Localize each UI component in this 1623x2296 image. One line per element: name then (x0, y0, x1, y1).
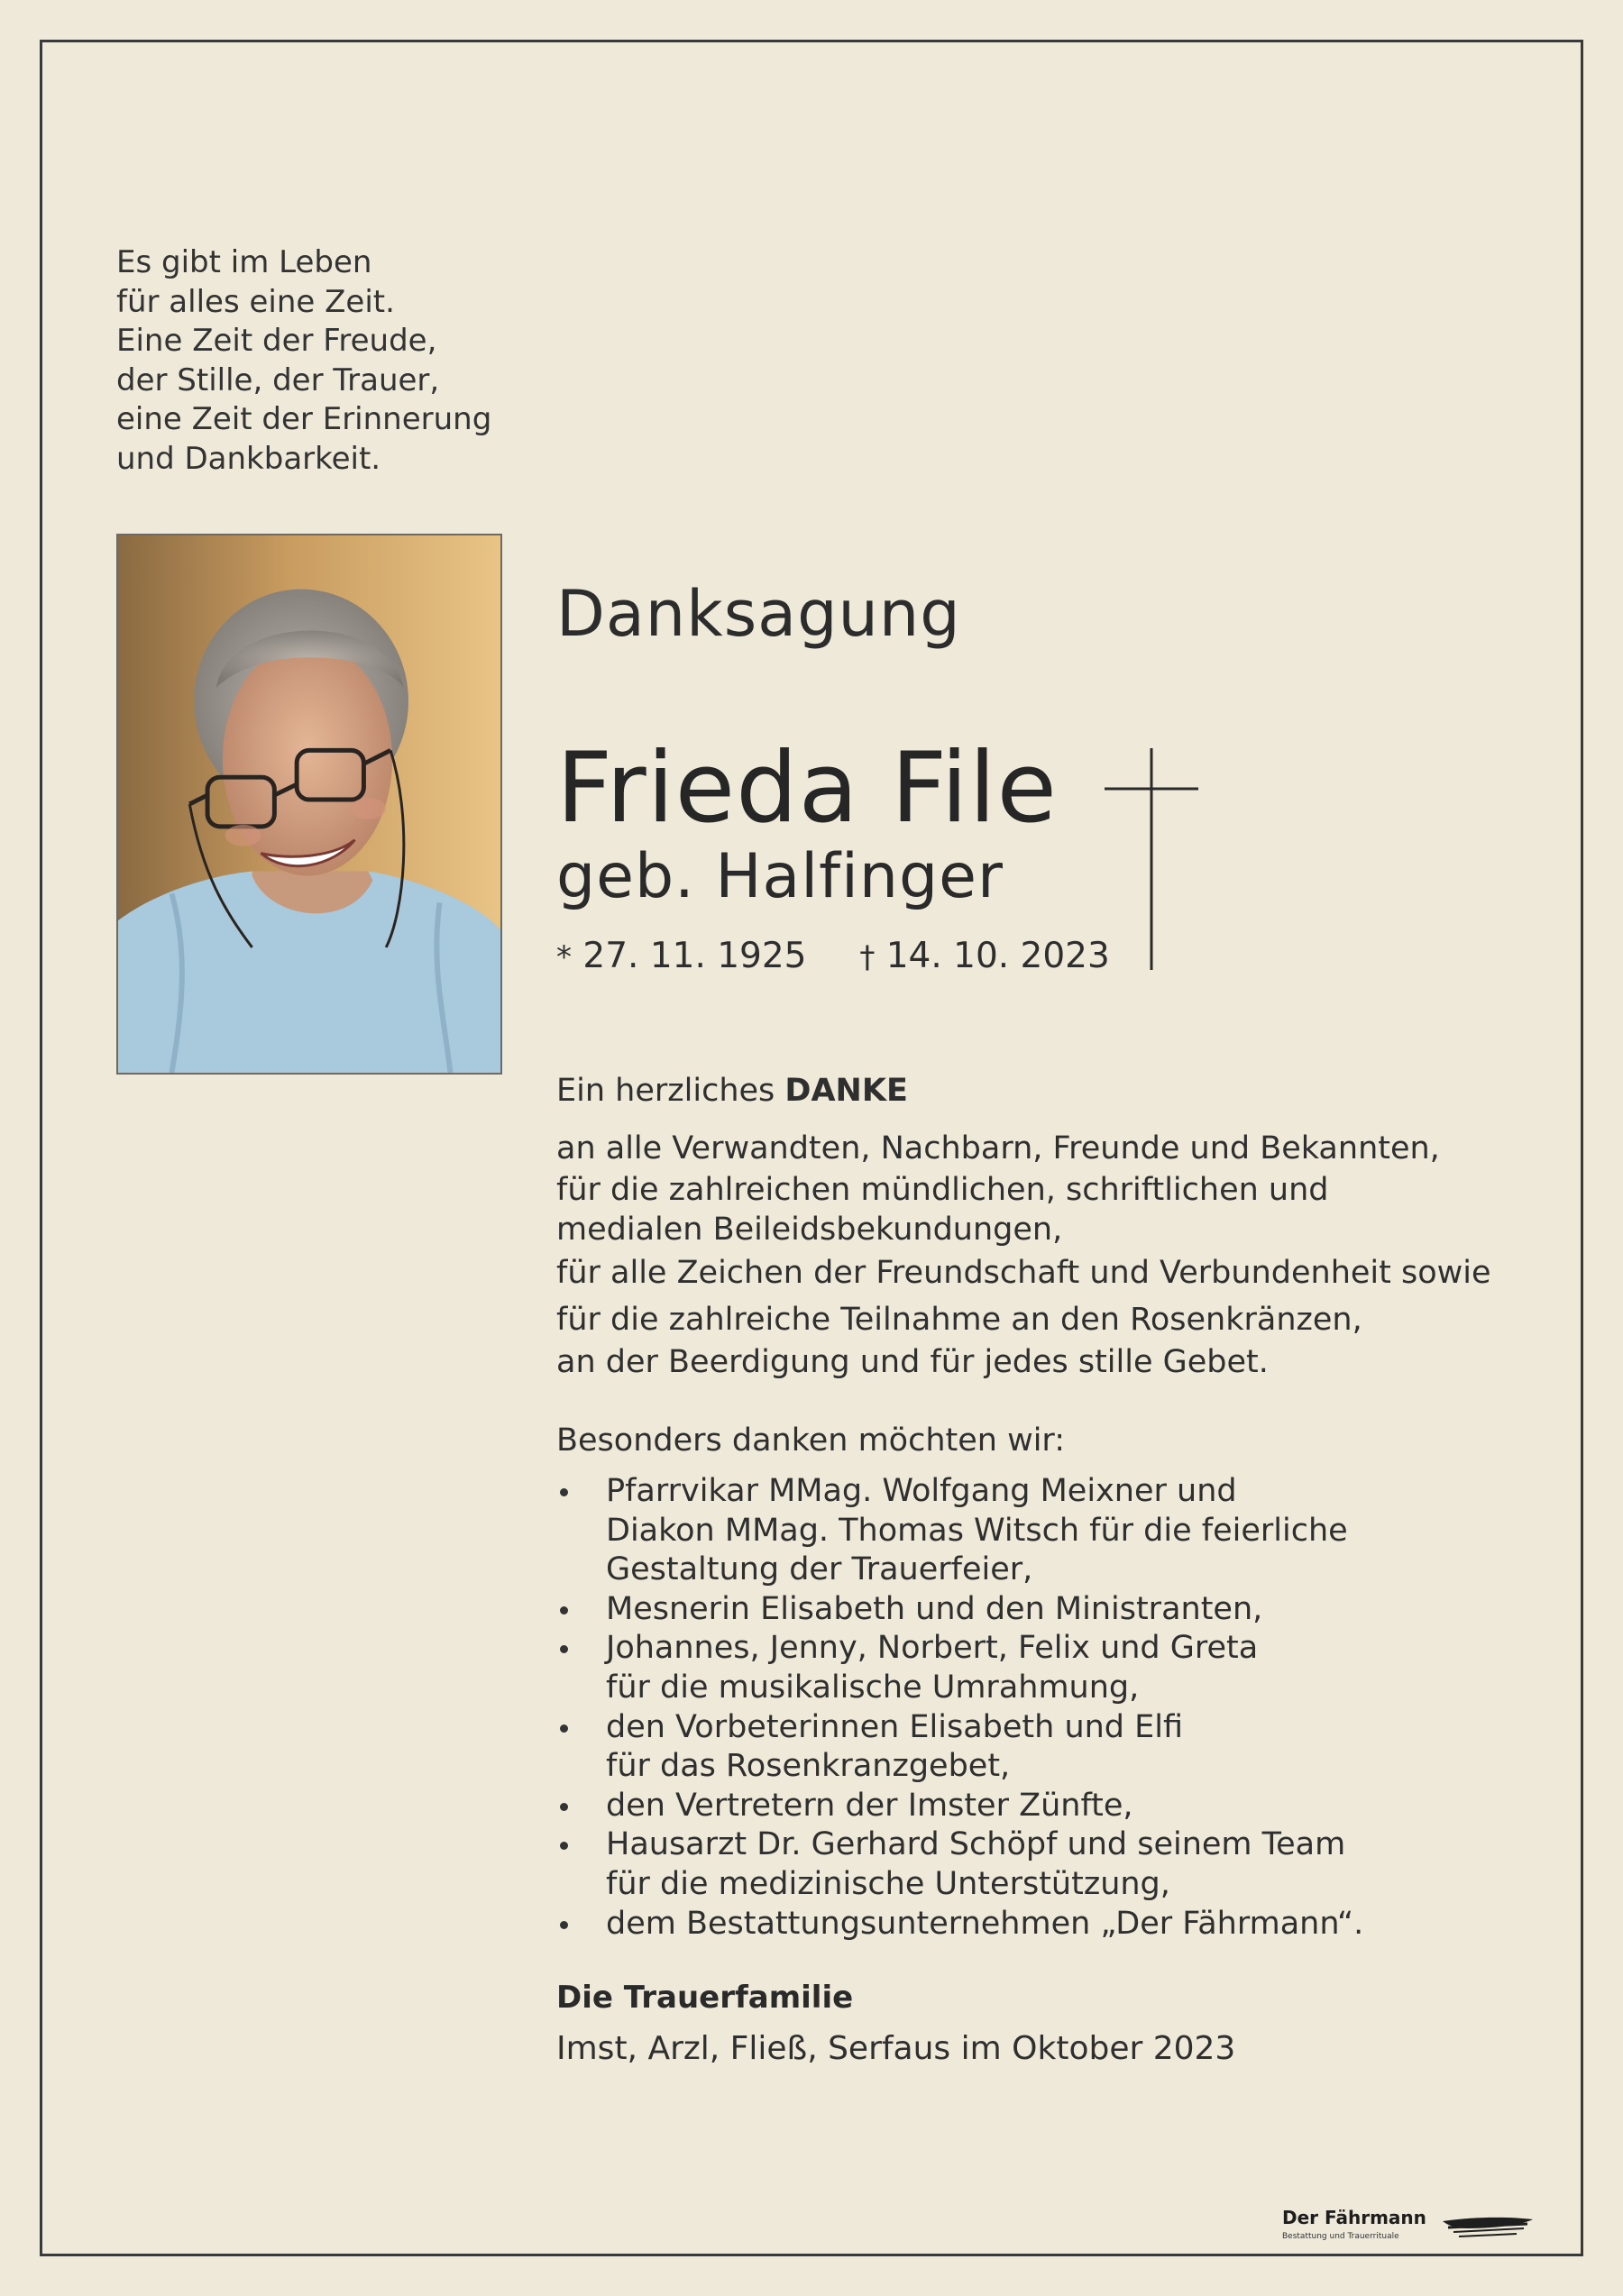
cross-icon (1105, 748, 1198, 970)
paragraph-line: für alle Zeichen der Freundschaft und Verbundenheit sowie (556, 1255, 1491, 1291)
list-item-line: für das Rosenkranzgebet, (606, 1748, 1011, 1785)
list-item (556, 1787, 1363, 1826)
thanks-intro-prefix: Ein herzliches (556, 1073, 775, 1109)
boat-icon (1441, 2212, 1535, 2241)
death-date: 14. 10. 2023 (885, 936, 1110, 976)
list-item-line: für die medizinische Unterstützung, (606, 1865, 1170, 1902)
list-item-line: dem Bestattungsunternehmen „Der Fährmann“. (606, 1905, 1364, 1942)
quote-block (116, 243, 491, 479)
paragraph-line: an der Beerdigung und für jedes stille Gebet. (556, 1344, 1269, 1380)
list-item (556, 1472, 1363, 1590)
special-thanks-intro: Besonders danken möchten wir: (556, 1422, 1065, 1459)
list-item-line: Diakon MMag. Thomas Witsch für die feierliche (606, 1512, 1348, 1549)
logo-name: Der Fährmann (1282, 2207, 1426, 2228)
list-item (556, 1905, 1363, 1944)
signature-place-date: Imst, Arzl, Fließ, Serfaus im Oktober 2023 (556, 2030, 1236, 2067)
list-item-line: Johannes, Jenny, Norbert, Felix und Greta (606, 1630, 1259, 1667)
list-item (556, 1590, 1363, 1630)
list-item-line: Mesnerin Elisabeth und den Ministranten, (606, 1590, 1263, 1627)
birth-date: 27. 11. 1925 (582, 936, 807, 976)
list-item-line: Gestaltung der Trauerfeier, (606, 1551, 1033, 1588)
list-item-line: den Vorbeterinnen Elisabeth und Elfi (606, 1708, 1184, 1745)
quote-line: Es gibt im Leben (116, 244, 372, 280)
signature-family: Die Trauerfamilie (556, 1980, 854, 2016)
paragraph-line: an alle Verwandten, Nachbarn, Freunde und Bekannten, (556, 1130, 1440, 1166)
life-dates (556, 936, 1110, 976)
special-thanks-list (556, 1472, 1363, 1944)
thanks-intro-bold: DANKE (784, 1073, 908, 1109)
death-symbol: † (859, 939, 876, 975)
paragraph-line: für die zahlreichen mündlichen, schriftlichen und (556, 1172, 1329, 1208)
thanks-paragraph (556, 1128, 1491, 1381)
quote-line: für alles eine Zeit. (116, 283, 395, 320)
deceased-name: Frieda File (556, 732, 1058, 845)
thanks-intro (556, 1073, 908, 1109)
list-item-line: für die musikalische Umrahmung, (606, 1669, 1140, 1706)
paragraph-line: medialen Beileidsbekundungen, (556, 1212, 1063, 1248)
quote-line: Eine Zeit der Freude, (116, 323, 437, 359)
list-item (556, 1825, 1363, 1904)
list-item (556, 1629, 1363, 1707)
maiden-name: geb. Halfinger (556, 841, 1004, 912)
logo-tagline: Bestattung und Trauerrituale (1282, 2232, 1399, 2241)
quote-line: eine Zeit der Erinnerung (116, 401, 492, 437)
list-item (556, 1708, 1363, 1787)
list-item-line: den Vertretern der Imster Zünfte, (606, 1787, 1133, 1824)
birth-symbol: * (556, 939, 572, 975)
page-title: Danksagung (556, 577, 961, 651)
funeral-home-logo (1280, 2207, 1542, 2252)
list-item-line: Hausarzt Dr. Gerhard Schöpf und seinem Team (606, 1826, 1346, 1863)
list-item-line: Pfarrvikar MMag. Wolfgang Meixner und (606, 1473, 1237, 1509)
paragraph-line: für die zahlreiche Teilnahme an den Rosenkränzen, (556, 1302, 1362, 1338)
quote-line: der Stille, der Trauer, (116, 361, 440, 398)
quote-line: und Dankbarkeit. (116, 440, 381, 477)
portrait-photo (116, 534, 502, 1075)
